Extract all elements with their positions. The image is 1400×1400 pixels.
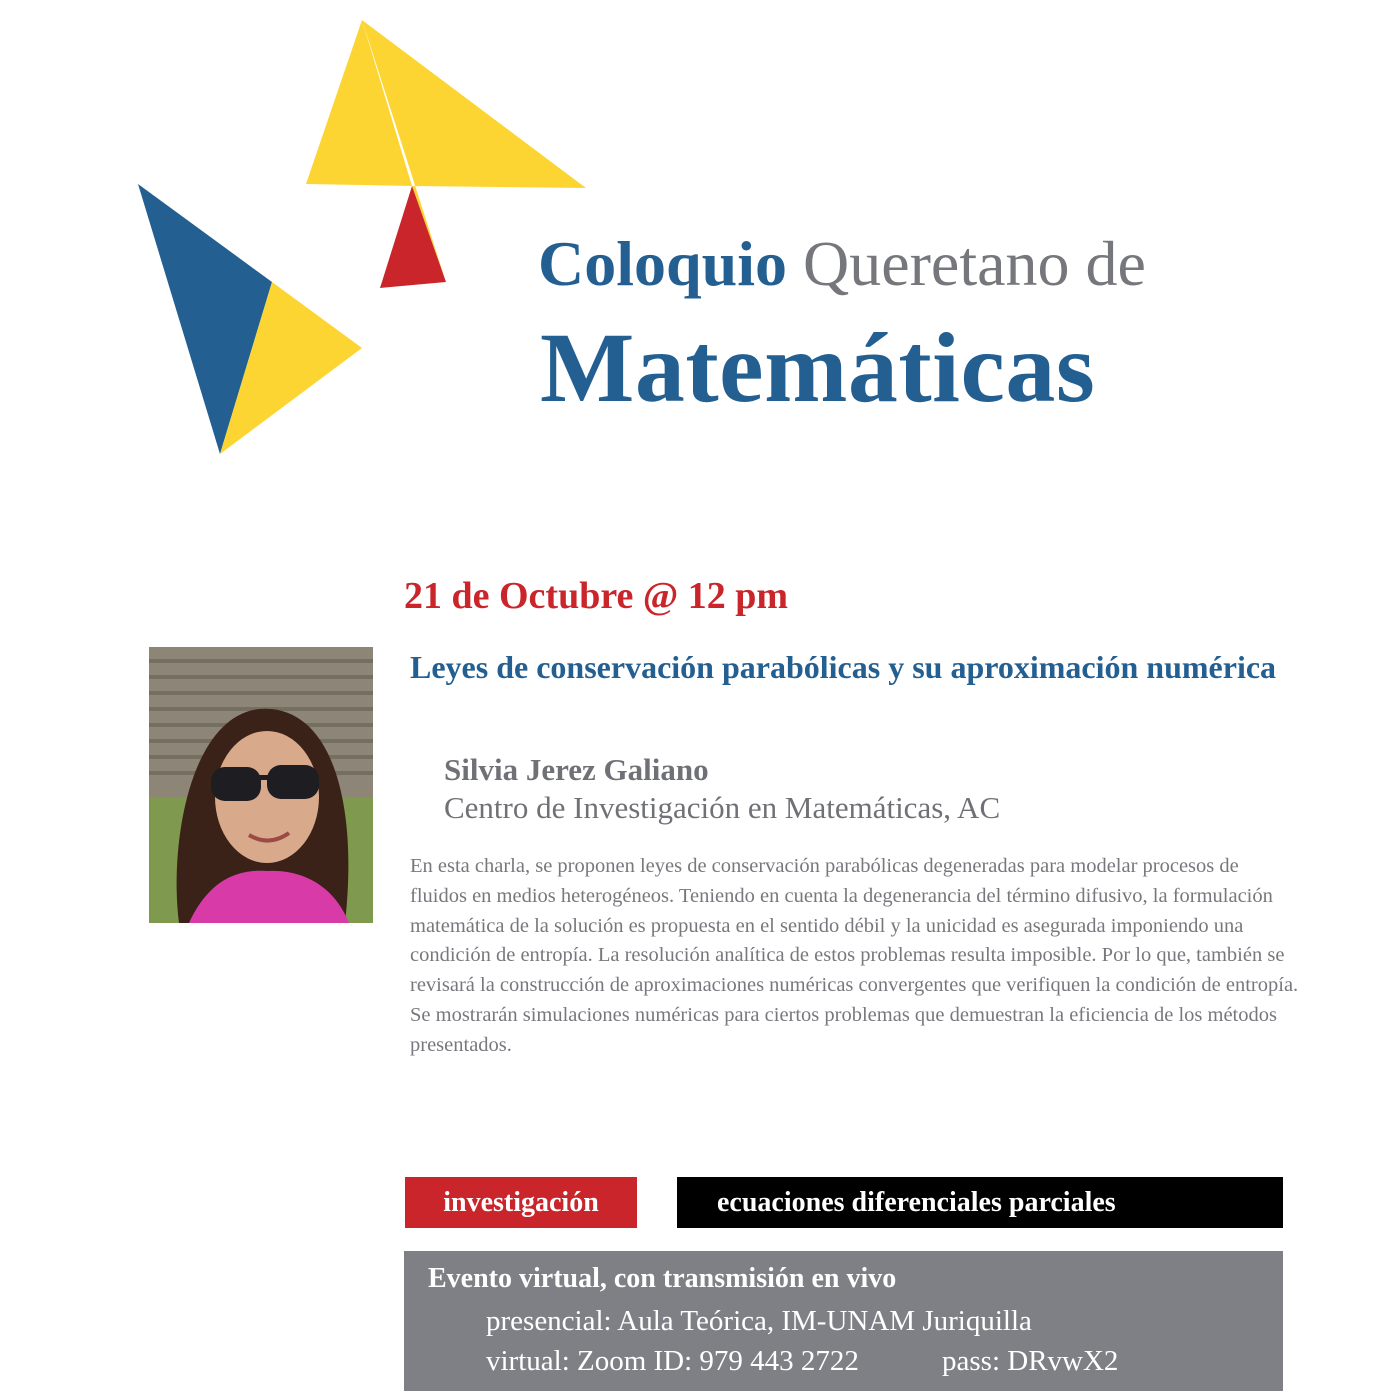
area-tag: ecuaciones diferenciales parciales: [677, 1177, 1283, 1228]
title-word-queretano: Queretano de: [802, 228, 1146, 299]
speaker-affiliation: Centro de Investigación en Matemáticas, AC: [444, 790, 1001, 825]
speaker-name: Silvia Jerez Galiano: [444, 752, 709, 787]
talk-abstract: En esta charla, se proponen leyes de conservación parabólicas degeneradas para modelar procesos de fluidos en medios heterogéneos. Teniendo en cuenta la degenerancia del término difusivo, la formulación matemática de la solución es propuesta en el sentido débil y la unicidad es asegurada imponiendo una condición de entropía. La resolución analítica de estos problemas resulta imposible. Por lo que, también se revisará la construcción de aproximaciones numéricas convergentes que verifiquen la condición de entropía. Se mostrarán simulaciones numéricas para ciertos problemas que demuestran la eficiencia de los métodos presentados.: [410, 855, 1299, 1056]
talk-title: Leyes de conservación parabólicas y su aproximación numérica: [410, 649, 1277, 685]
logo-red-triangle: [380, 186, 446, 288]
colloquium-title-line1: [538, 228, 1146, 299]
in-person-location: presencial: Aula Teórica, IM-UNAM Juriquilla: [486, 1305, 1032, 1337]
zoom-id: virtual: Zoom ID: 979 443 2722: [486, 1345, 859, 1377]
colloquium-title-line2: Matemáticas: [540, 312, 1096, 423]
category-tag: investigación: [405, 1177, 637, 1228]
event-date: 21 de Octubre @ 12 pm: [404, 575, 789, 617]
event-mode-title: Evento virtual, con transmisión en vivo: [428, 1263, 897, 1294]
event-location-box: [404, 1251, 1283, 1391]
colloquium-logo: [0, 0, 620, 480]
speaker-photo: [149, 647, 373, 923]
title-word-coloquio: Coloquio: [538, 228, 787, 299]
zoom-password: pass: DRvwX2: [942, 1345, 1119, 1377]
